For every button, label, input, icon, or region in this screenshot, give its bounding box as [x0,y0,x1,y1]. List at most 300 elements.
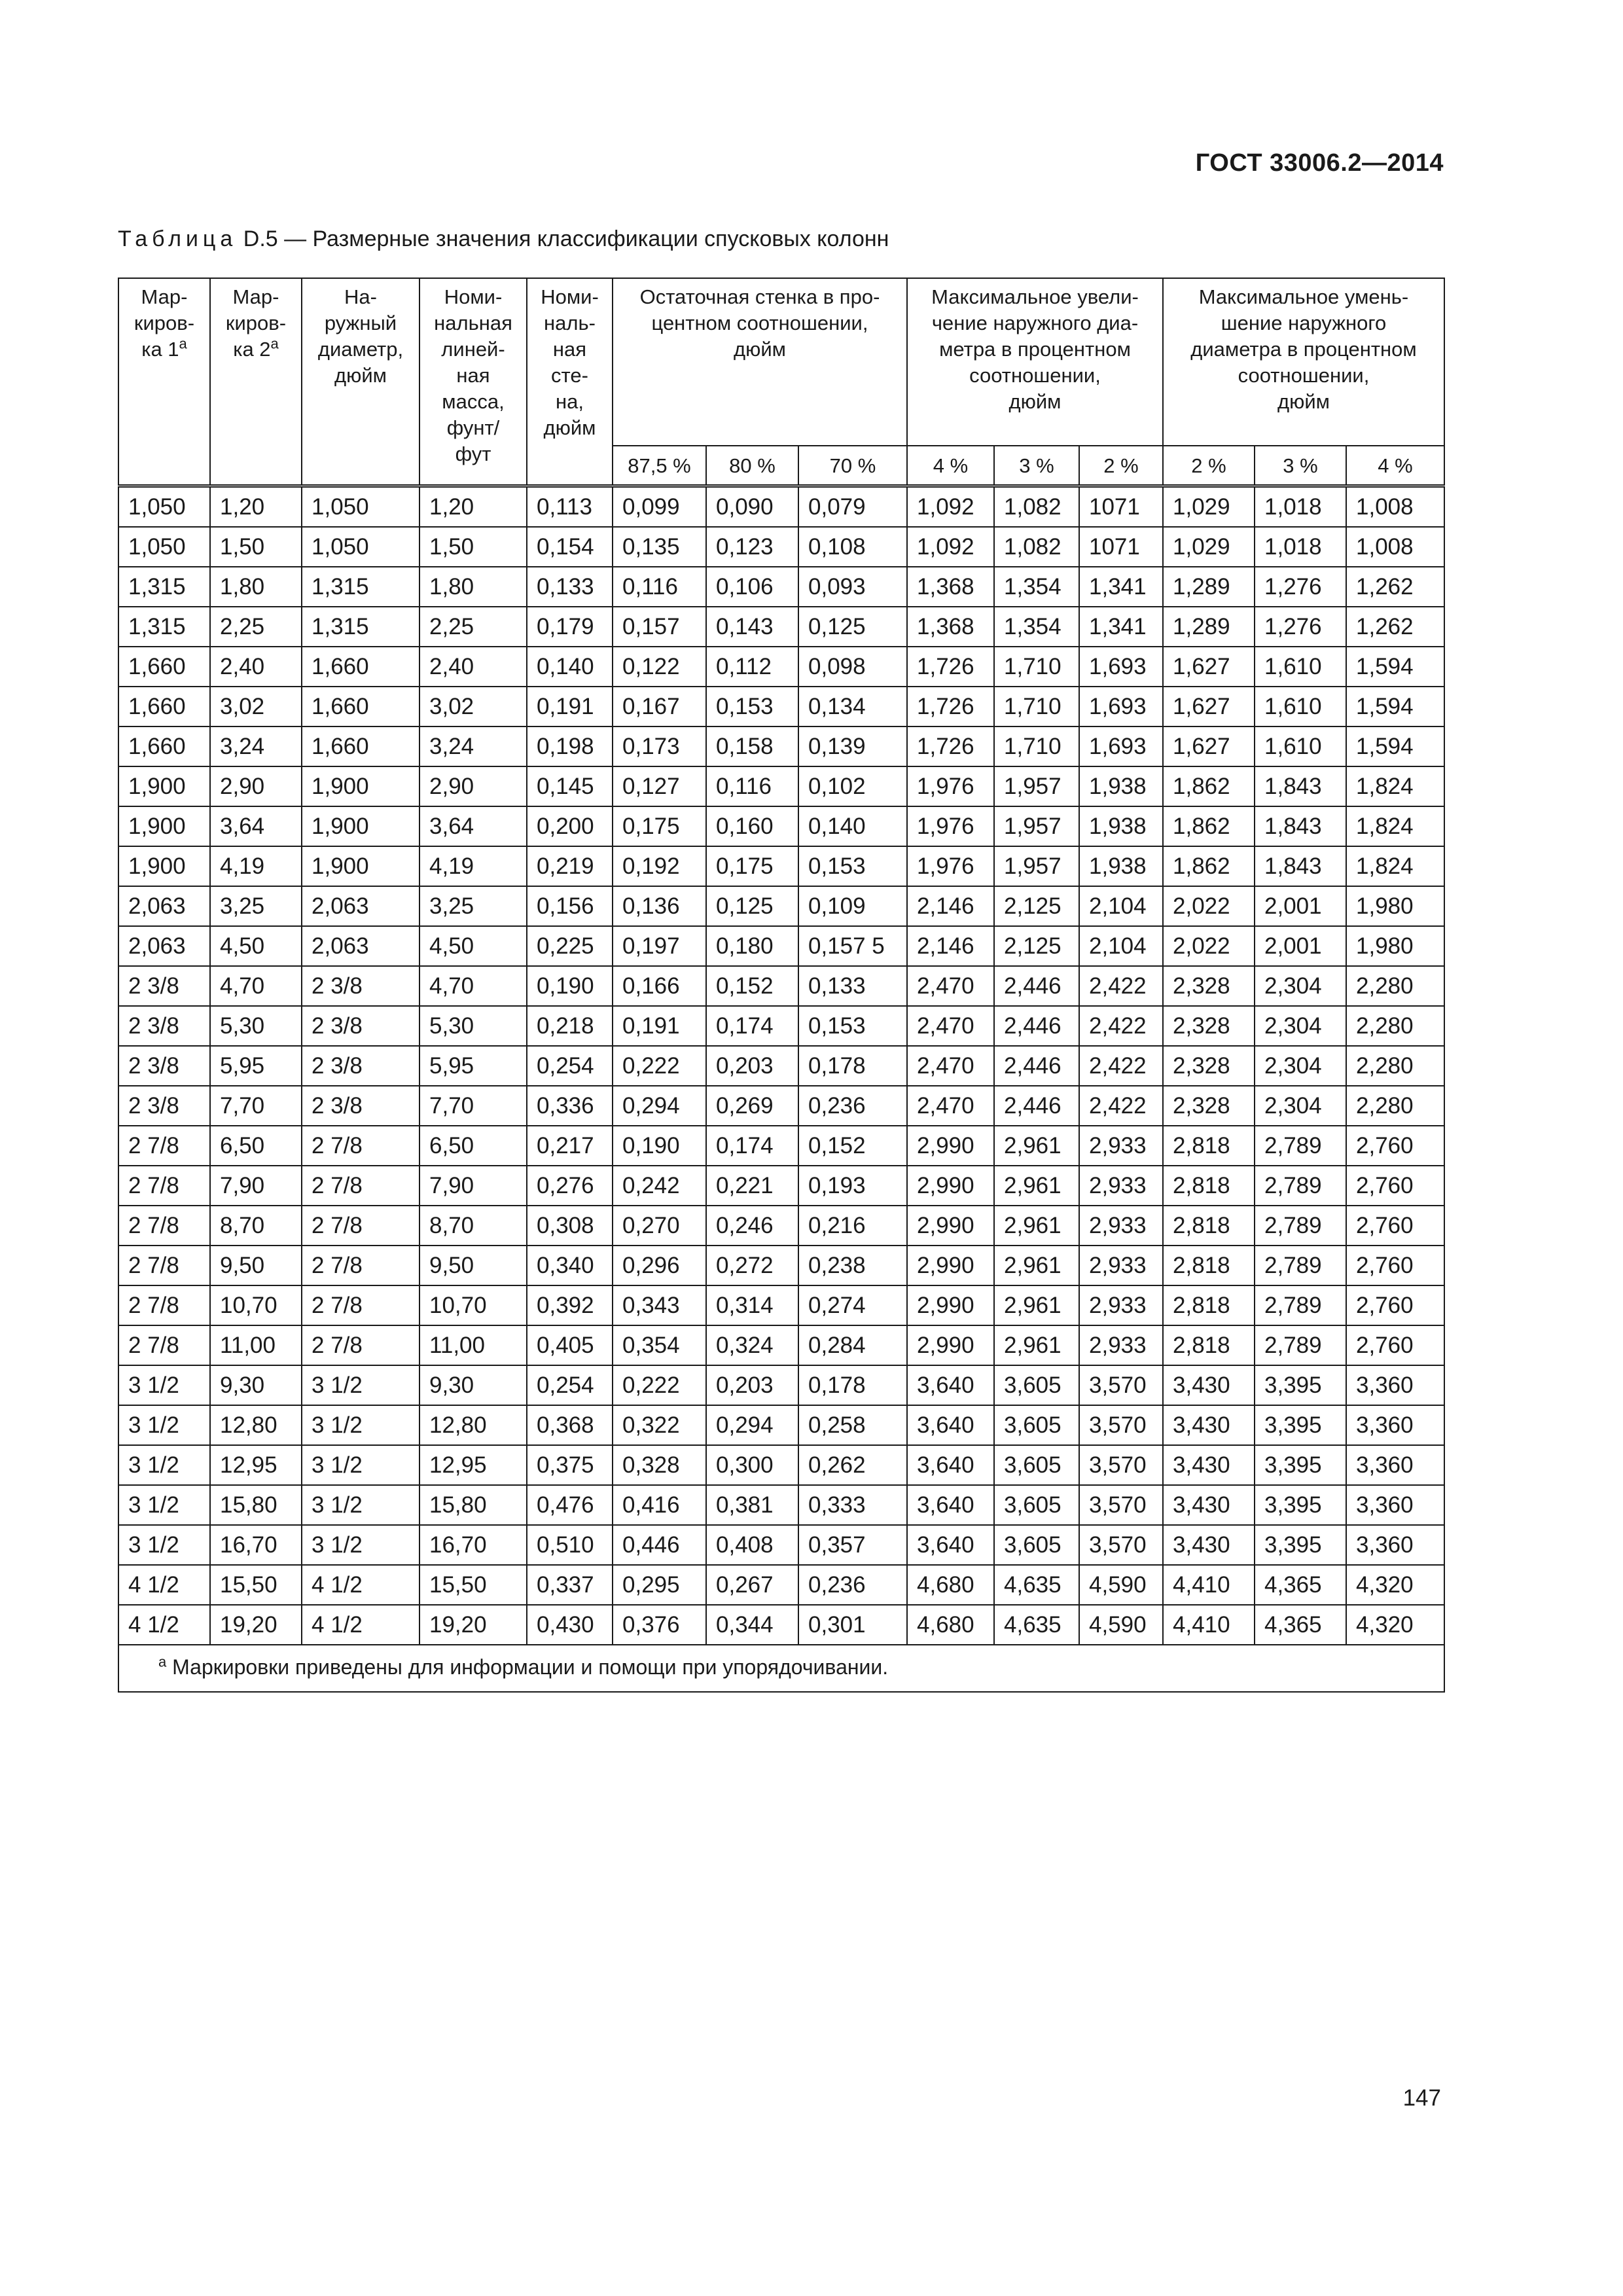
table-row [118,1605,1444,1645]
table-cell: 0,198 [527,726,613,766]
table-cell: 2,446 [994,1086,1079,1126]
table-cell: 0,337 [527,1565,613,1605]
table-cell: 0,357 [798,1525,907,1565]
table-cell: 2,422 [1079,1006,1163,1046]
table-cell: 0,216 [798,1206,907,1246]
table-cell: 0,157 [613,607,706,647]
table-row [118,926,1444,966]
table-row [118,1325,1444,1365]
table-cell: 15,80 [210,1485,302,1525]
table-cell: 0,152 [706,966,798,1006]
table-cell: 1,710 [994,726,1079,766]
table-cell: 9,50 [210,1246,302,1285]
table-cell: 4,365 [1255,1605,1346,1645]
table-cell: 7,90 [419,1166,527,1206]
table-cell: 0,133 [527,567,613,607]
table-cell: 0,203 [706,1365,798,1405]
table-cell: 1,976 [907,806,994,846]
table-cell: 5,95 [419,1046,527,1086]
table-row [118,1565,1444,1605]
table-cell: 1,289 [1163,567,1255,607]
table-cell: 2,001 [1255,926,1346,966]
table-cell: 3,25 [419,886,527,926]
table-cell: 0,254 [527,1046,613,1086]
subheader-percent: 80 % [706,446,798,486]
table-cell: 1,824 [1346,766,1444,806]
table-cell: 2,961 [994,1325,1079,1365]
table-cell: 0,190 [613,1126,706,1166]
table-cell: 3 1/2 [118,1525,210,1565]
table-cell: 0,191 [613,1006,706,1046]
table-cell: 1,627 [1163,687,1255,726]
header-outer-diameter: На- ружный диаметр, дюйм [302,278,419,486]
table-row [118,687,1444,726]
table-cell: 1,008 [1346,527,1444,567]
table-cell: 0,267 [706,1565,798,1605]
table-cell: 10,70 [419,1285,527,1325]
table-row [118,1166,1444,1206]
table-cell: 2 7/8 [302,1126,419,1166]
table-cell: 1,368 [907,607,994,647]
table-cell: 3,430 [1163,1525,1255,1565]
table-cell: 0,178 [798,1046,907,1086]
table-cell: 2,818 [1163,1285,1255,1325]
document-code: ГОСТ 33006.2—2014 [1195,149,1444,177]
table-cell: 2,470 [907,966,994,1006]
table-cell: 0,236 [798,1086,907,1126]
table-cell: 1,980 [1346,926,1444,966]
table-cell: 0,258 [798,1405,907,1445]
table-cell: 19,20 [210,1605,302,1645]
table-cell: 7,70 [210,1086,302,1126]
table-cell: 0,340 [527,1246,613,1285]
table-cell: 0,179 [527,607,613,647]
table-cell: 2,063 [118,886,210,926]
header-marking-1: Мар- киров- ка 1$^a$ [118,278,210,486]
table-row [118,886,1444,926]
table-cell: 4 1/2 [118,1565,210,1605]
table-cell: 2,933 [1079,1126,1163,1166]
table-cell: 0,294 [706,1405,798,1445]
table-cell: 1,938 [1079,806,1163,846]
table-cell: 2,104 [1079,886,1163,926]
table-cell: 0,344 [706,1605,798,1645]
table-cell: 2,422 [1079,1046,1163,1086]
table-cell: 3,24 [210,726,302,766]
table-cell: 0,174 [706,1006,798,1046]
table-cell: 1,262 [1346,567,1444,607]
table-cell: 2 7/8 [302,1285,419,1325]
table-cell: 0,167 [613,687,706,726]
table-cell: 4,410 [1163,1565,1255,1605]
table-row [118,527,1444,567]
table-cell: 2,328 [1163,966,1255,1006]
table-cell: 1,660 [118,726,210,766]
table-cell: 1,660 [302,726,419,766]
table-cell: 2,280 [1346,1086,1444,1126]
table-cell: 1,315 [302,567,419,607]
table-cell: 1,980 [1346,886,1444,926]
table-cell: 0,135 [613,527,706,567]
table-cell: 9,30 [210,1365,302,1405]
table-cell: 0,392 [527,1285,613,1325]
table-cell: 1,900 [302,806,419,846]
table-cell: 0,238 [798,1246,907,1285]
table-cell: 0,408 [706,1525,798,1565]
table-cell: 2,961 [994,1126,1079,1166]
table-cell: 2,280 [1346,1006,1444,1046]
table-cell: 2,990 [907,1126,994,1166]
table-cell: 0,203 [706,1046,798,1086]
table-cell: 7,70 [419,1086,527,1126]
table-cell: 11,00 [210,1325,302,1365]
table-cell: 4,410 [1163,1605,1255,1645]
table-cell: 0,113 [527,486,613,528]
table-cell: 1,50 [210,527,302,567]
table-cell: 3,640 [907,1405,994,1445]
table-cell: 1,726 [907,647,994,687]
table-cell: 2,789 [1255,1206,1346,1246]
table-cell: 1,862 [1163,806,1255,846]
table-cell: 1,092 [907,527,994,567]
table-cell: 1,976 [907,766,994,806]
table-cell: 4,590 [1079,1605,1163,1645]
table-cell: 1,693 [1079,687,1163,726]
subheader-percent: 3 % [994,446,1079,486]
table-cell: 1,018 [1255,486,1346,528]
table-cell: 3,430 [1163,1485,1255,1525]
table-row [118,1246,1444,1285]
table-cell: 0,375 [527,1445,613,1485]
table-cell: 2,146 [907,886,994,926]
table-cell: 2,422 [1079,1086,1163,1126]
table-cell: 0,192 [613,846,706,886]
table-cell: 1,092 [907,486,994,528]
header-nominal-wall: Номи- наль- ная сте- на, дюйм [527,278,613,486]
header-marking-2: Мар- киров- ка 2$^a$ [210,278,302,486]
table-cell: 1,050 [302,527,419,567]
table-cell: 2 3/8 [118,1046,210,1086]
table-cell: 4 1/2 [302,1565,419,1605]
table-cell: 3,360 [1346,1445,1444,1485]
table-cell: 2,328 [1163,1086,1255,1126]
table-cell: 2,933 [1079,1166,1163,1206]
table-cell: 1,80 [419,567,527,607]
table-cell: 0,098 [798,647,907,687]
table-cell: 1,824 [1346,806,1444,846]
subheader-percent: 4 % [907,446,994,486]
table-cell: 3,640 [907,1445,994,1485]
table-cell: 3,395 [1255,1405,1346,1445]
table-cell: 1,354 [994,607,1079,647]
table-cell: 2,328 [1163,1006,1255,1046]
table-cell: 0,102 [798,766,907,806]
table-cell: 3,605 [994,1525,1079,1565]
table-cell: 1,710 [994,647,1079,687]
table-cell: 0,134 [798,687,907,726]
table-cell: 4,320 [1346,1605,1444,1645]
table-cell: 1,341 [1079,607,1163,647]
table-cell: 2,063 [118,926,210,966]
table-cell: 0,200 [527,806,613,846]
table-row [118,1285,1444,1325]
table-cell: 2,818 [1163,1166,1255,1206]
table-cell: 4 1/2 [302,1605,419,1645]
table-cell: 4,320 [1346,1565,1444,1605]
table-cell: 2 3/8 [118,1086,210,1126]
table-cell: 9,50 [419,1246,527,1285]
table-cell: 0,222 [613,1046,706,1086]
table-cell: 1,276 [1255,607,1346,647]
table-cell: 15,80 [419,1485,527,1525]
table-cell: 2 7/8 [302,1246,419,1285]
table-row [118,607,1444,647]
header-row [118,278,1444,446]
table-cell: 0,381 [706,1485,798,1525]
table-cell: 6,50 [210,1126,302,1166]
table-cell: 3 1/2 [118,1405,210,1445]
table-cell: 5,30 [419,1006,527,1046]
table-cell: 2,125 [994,886,1079,926]
table-cell: 0,197 [613,926,706,966]
table-cell: 1,957 [994,806,1079,846]
table-cell: 1071 [1079,486,1163,528]
table-cell: 0,180 [706,926,798,966]
table-cell: 3,640 [907,1365,994,1405]
table-cell: 2,470 [907,1046,994,1086]
table-row [118,726,1444,766]
table-row [118,1445,1444,1485]
table-cell: 4,70 [210,966,302,1006]
table-cell: 1,018 [1255,527,1346,567]
table-cell: 2,760 [1346,1166,1444,1206]
table-cell: 4,590 [1079,1565,1163,1605]
table-cell: 2,304 [1255,1086,1346,1126]
table-cell: 1,289 [1163,607,1255,647]
table-cell: 0,153 [798,1006,907,1046]
table-cell: 2 7/8 [118,1285,210,1325]
page-number: 147 [1402,2085,1441,2111]
table-cell: 1,900 [118,806,210,846]
header-max-od-decrease: Максимальное умень- шение наружного диаметра в процентном соотношении, дюйм [1163,278,1444,446]
table-cell: 2,446 [994,1006,1079,1046]
table-cell: 0,218 [527,1006,613,1046]
table-cell: 0,314 [706,1285,798,1325]
table-cell: 0,166 [613,966,706,1006]
table-cell: 11,00 [419,1325,527,1365]
table-cell: 4,635 [994,1605,1079,1645]
table-cell: 9,30 [419,1365,527,1405]
table-cell: 2,990 [907,1285,994,1325]
table-cell: 2,760 [1346,1285,1444,1325]
table-cell: 0,133 [798,966,907,1006]
table-cell: 2 7/8 [302,1166,419,1206]
table-cell: 16,70 [419,1525,527,1565]
table-cell: 2,328 [1163,1046,1255,1086]
table-cell: 2 3/8 [302,966,419,1006]
table-cell: 0,152 [798,1126,907,1166]
table-cell: 3 1/2 [302,1445,419,1485]
table-cell: 0,139 [798,726,907,766]
table-cell: 2,40 [419,647,527,687]
table-cell: 0,178 [798,1365,907,1405]
table-cell: 1,660 [118,647,210,687]
table-caption [118,226,889,252]
table-cell: 0,116 [613,567,706,607]
table-cell: 2,470 [907,1086,994,1126]
table-cell: 0,430 [527,1605,613,1645]
table-cell: 1,957 [994,846,1079,886]
table-cell: 1,20 [419,486,527,528]
table-cell: 3,430 [1163,1445,1255,1485]
table-body [118,486,1444,1645]
table-row [118,846,1444,886]
table-cell: 2,760 [1346,1325,1444,1365]
table-cell: 2,760 [1346,1126,1444,1166]
table-cell: 3,570 [1079,1445,1163,1485]
table-cell: 0,173 [613,726,706,766]
table-cell: 2,818 [1163,1246,1255,1285]
table-cell: 3,395 [1255,1485,1346,1525]
table-cell: 0,099 [613,486,706,528]
table-cell: 0,090 [706,486,798,528]
table-cell: 1,660 [302,647,419,687]
table-cell: 2 7/8 [118,1126,210,1166]
table-cell: 1,693 [1079,726,1163,766]
table-cell: 2,961 [994,1285,1079,1325]
table-row [118,1046,1444,1086]
table-cell: 3 1/2 [118,1365,210,1405]
table-cell: 0,296 [613,1246,706,1285]
table-row [118,1525,1444,1565]
table-cell: 0,079 [798,486,907,528]
subheader-percent: 3 % [1255,446,1346,486]
table-cell: 1,627 [1163,726,1255,766]
table-cell: 1,610 [1255,687,1346,726]
table-cell: 0,156 [527,886,613,926]
table-cell: 1,660 [302,687,419,726]
table-cell: 1,726 [907,726,994,766]
table-cell: 1,938 [1079,766,1163,806]
table-cell: 3,395 [1255,1525,1346,1565]
table-cell: 0,112 [706,647,798,687]
table-cell: 0,219 [527,846,613,886]
table-cell: 4,50 [419,926,527,966]
table-cell: 2,063 [302,926,419,966]
table-cell: 0,336 [527,1086,613,1126]
table-cell: 1,029 [1163,486,1255,528]
table-cell: 0,324 [706,1325,798,1365]
table-cell: 0,140 [798,806,907,846]
table-cell: 0,476 [527,1485,613,1525]
table-cell: 3,395 [1255,1445,1346,1485]
table-cell: 0,143 [706,607,798,647]
table-cell: 2,304 [1255,1006,1346,1046]
table-cell: 1,900 [118,846,210,886]
table-cell: 2,933 [1079,1246,1163,1285]
table-cell: 2,990 [907,1166,994,1206]
table-cell: 4,635 [994,1565,1079,1605]
table-cell: 0,274 [798,1285,907,1325]
table-cell: 4,70 [419,966,527,1006]
table-cell: 3 1/2 [302,1365,419,1405]
table-cell: 2,022 [1163,926,1255,966]
table-cell: 1,594 [1346,647,1444,687]
table-cell: 1,710 [994,687,1079,726]
table-cell: 2,104 [1079,926,1163,966]
table-cell: 1,80 [210,567,302,607]
table-cell: 2,304 [1255,1046,1346,1086]
table-row [118,966,1444,1006]
subheader-percent: 70 % [798,446,907,486]
table-cell: 2,789 [1255,1325,1346,1365]
table-cell: 3,640 [907,1485,994,1525]
table-cell: 0,123 [706,527,798,567]
table-row [118,1405,1444,1445]
table-cell: 3,605 [994,1445,1079,1485]
subheader-percent: 4 % [1346,446,1444,486]
table-cell: 1,20 [210,486,302,528]
table-cell: 1,082 [994,486,1079,528]
table-cell: 6,50 [419,1126,527,1166]
table-row [118,1206,1444,1246]
table-cell: 1,341 [1079,567,1163,607]
table-cell: 1,050 [302,486,419,528]
table-cell: 0,222 [613,1365,706,1405]
table-cell: 0,284 [798,1325,907,1365]
table-cell: 3,02 [210,687,302,726]
table-cell: 3,570 [1079,1365,1163,1405]
header-nominal-mass: Номи- нальная линей- ная масса, фунт/ фут [419,278,527,486]
table-cell: 2,304 [1255,966,1346,1006]
table-cell: 4,365 [1255,1565,1346,1605]
table-row [118,806,1444,846]
table-cell: 1,610 [1255,647,1346,687]
table-cell: 0,272 [706,1246,798,1285]
table-cell: 3,25 [210,886,302,926]
table-cell: 3 1/2 [118,1445,210,1485]
table-cell: 2,789 [1255,1126,1346,1166]
table-row [118,1126,1444,1166]
table-cell: 2,990 [907,1246,994,1285]
table-cell: 16,70 [210,1525,302,1565]
table-cell: 0,254 [527,1365,613,1405]
table-cell: 2 7/8 [302,1206,419,1246]
table-cell: 2,022 [1163,886,1255,926]
table-cell: 8,70 [419,1206,527,1246]
table-cell: 0,322 [613,1405,706,1445]
table-cell: 0,405 [527,1325,613,1365]
table-cell: 4,680 [907,1565,994,1605]
table-cell: 0,174 [706,1126,798,1166]
table-cell: 0,446 [613,1525,706,1565]
table-cell: 2,422 [1079,966,1163,1006]
table-cell: 4,680 [907,1605,994,1645]
table-cell: 0,416 [613,1485,706,1525]
table-cell: 0,300 [706,1445,798,1485]
table-cell: 4,19 [419,846,527,886]
table-cell: 1,594 [1346,726,1444,766]
table-cell: 2,961 [994,1246,1079,1285]
table-row [118,1006,1444,1046]
table-cell: 2,789 [1255,1246,1346,1285]
table-cell: 2,760 [1346,1246,1444,1285]
table-caption-text: D.5 — Размерные значения классификации спусковых колонн [237,226,889,251]
table-cell: 0,301 [798,1605,907,1645]
table-cell: 1,050 [118,527,210,567]
table-cell: 3,605 [994,1485,1079,1525]
table-cell: 2,90 [210,766,302,806]
